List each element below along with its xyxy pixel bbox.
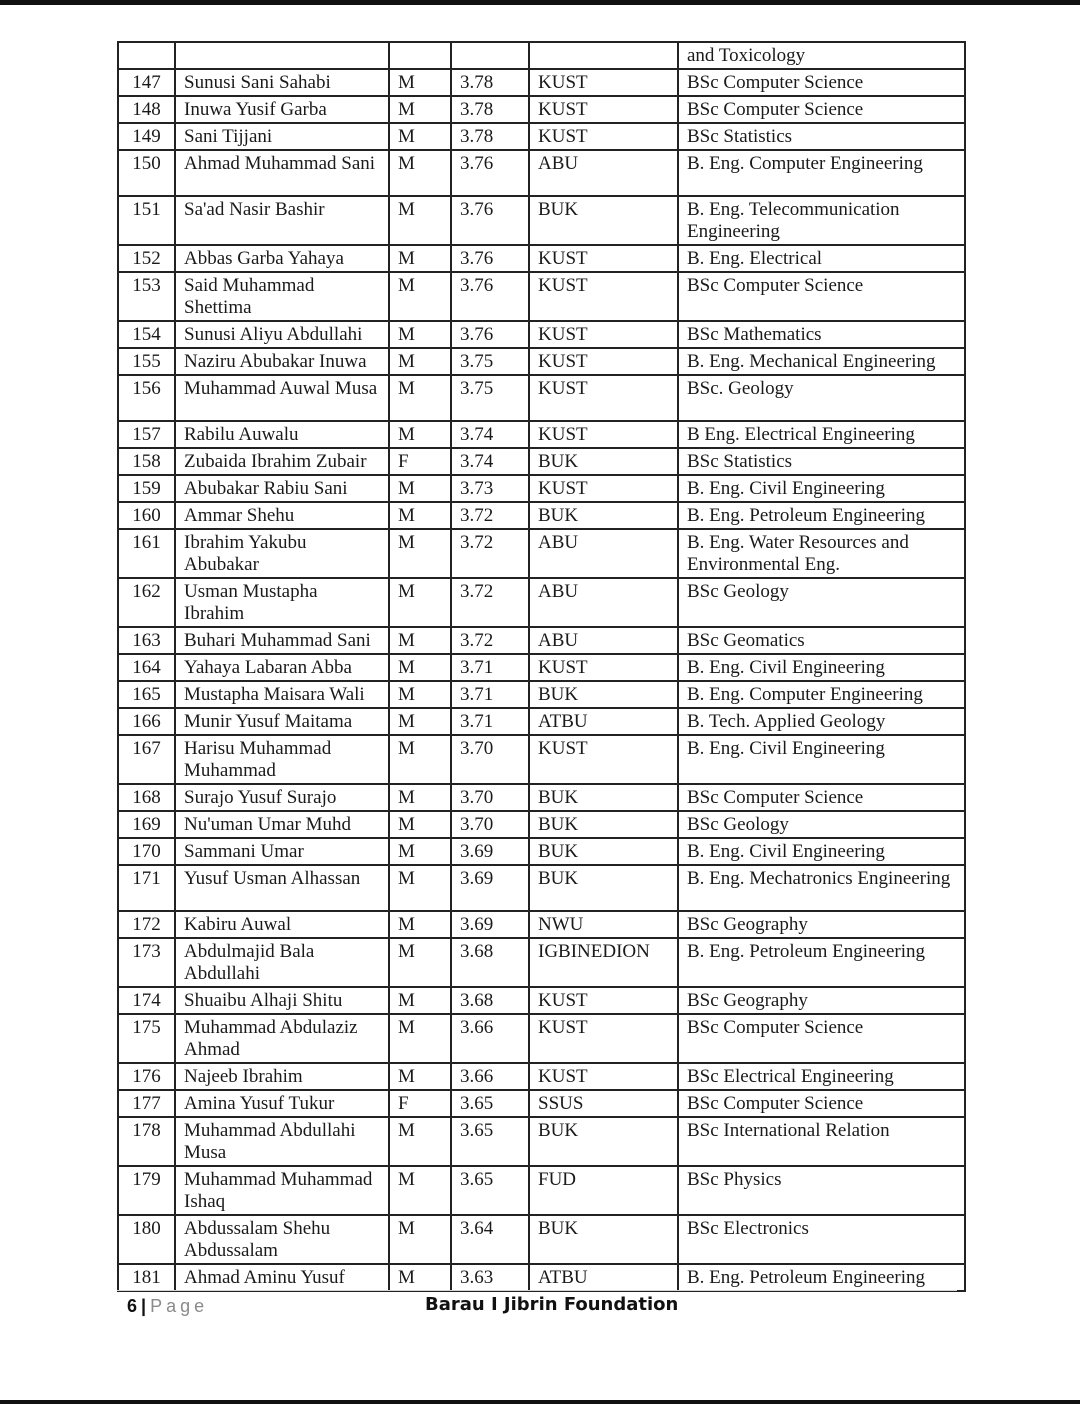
- organization-name: Barau I Jibrin Foundation: [425, 1294, 679, 1315]
- cell-cgpa: 3.76: [451, 150, 529, 196]
- cell-number: 157: [118, 421, 175, 448]
- cell-name: Abubakar Rabiu Sani: [175, 475, 389, 502]
- cell-cgpa: [451, 42, 529, 69]
- cell-name: Sani Tijjani: [175, 123, 389, 150]
- table-row: [118, 911, 965, 938]
- cell-name: Amina Yusuf Tukur: [175, 1090, 389, 1117]
- cell-cgpa: 3.65: [451, 1166, 529, 1215]
- cell-course: B. Eng. Petroleum Engineering: [678, 502, 965, 529]
- cell-sex: F: [389, 1090, 451, 1117]
- cell-sex: M: [389, 838, 451, 865]
- cell-sex: M: [389, 1117, 451, 1166]
- cell-cgpa: 3.72: [451, 578, 529, 627]
- page-label: [127, 1294, 208, 1318]
- cell-number: 152: [118, 245, 175, 272]
- cell-number: 167: [118, 735, 175, 784]
- cell-course: B. Eng. Petroleum Engineering: [678, 1264, 965, 1291]
- cell-sex: M: [389, 784, 451, 811]
- cell-name: Said Muhammad Shettima: [175, 272, 389, 321]
- cell-sex: M: [389, 475, 451, 502]
- cell-number: 151: [118, 196, 175, 245]
- table-row: [118, 150, 965, 196]
- table-row: [118, 1090, 965, 1117]
- cell-institution: BUK: [529, 502, 678, 529]
- cell-institution: BUK: [529, 1215, 678, 1264]
- cell-name: Harisu Muhammad Muhammad: [175, 735, 389, 784]
- cell-institution: BUK: [529, 448, 678, 475]
- cell-sex: M: [389, 529, 451, 578]
- cell-number: 153: [118, 272, 175, 321]
- table-row: [118, 784, 965, 811]
- bottom-edge-rule: [0, 1400, 1080, 1404]
- cell-number: 148: [118, 96, 175, 123]
- cell-institution: [529, 42, 678, 69]
- cell-institution: KUST: [529, 475, 678, 502]
- cell-institution: BUK: [529, 838, 678, 865]
- cell-course: BSc Statistics: [678, 448, 965, 475]
- cell-institution: KUST: [529, 375, 678, 421]
- cell-institution: IGBINEDION: [529, 938, 678, 987]
- cell-cgpa: 3.71: [451, 654, 529, 681]
- cell-cgpa: 3.73: [451, 475, 529, 502]
- cell-institution: KUST: [529, 987, 678, 1014]
- top-edge-rule: [0, 0, 1080, 5]
- table-row-continued: [118, 42, 965, 69]
- cell-sex: M: [389, 987, 451, 1014]
- table-row: [118, 272, 965, 321]
- cell-cgpa: 3.69: [451, 911, 529, 938]
- cell-sex: M: [389, 1166, 451, 1215]
- cell-number: 180: [118, 1215, 175, 1264]
- cell-number: 156: [118, 375, 175, 421]
- cell-sex: M: [389, 654, 451, 681]
- cell-course: BSc Geology: [678, 578, 965, 627]
- cell-course: BSc Physics: [678, 1166, 965, 1215]
- cell-cgpa: 3.72: [451, 529, 529, 578]
- cell-sex: M: [389, 196, 451, 245]
- cell-institution: NWU: [529, 911, 678, 938]
- table-row: [118, 1014, 965, 1063]
- cell-number: 149: [118, 123, 175, 150]
- cell-institution: KUST: [529, 421, 678, 448]
- cell-sex: M: [389, 321, 451, 348]
- table-row: [118, 811, 965, 838]
- cell-cgpa: 3.78: [451, 123, 529, 150]
- cell-course: B. Eng. Mechanical Engineering: [678, 348, 965, 375]
- cell-institution: BUK: [529, 811, 678, 838]
- cell-institution: KUST: [529, 245, 678, 272]
- cell-course: BSc Computer Science: [678, 784, 965, 811]
- table-row: [118, 375, 965, 421]
- cell-sex: M: [389, 938, 451, 987]
- cell-sex: M: [389, 421, 451, 448]
- cell-cgpa: 3.76: [451, 196, 529, 245]
- cell-sex: [389, 42, 451, 69]
- table-row: [118, 987, 965, 1014]
- cell-sex: M: [389, 911, 451, 938]
- cell-course: BSc Electrical Engineering: [678, 1063, 965, 1090]
- table-row: [118, 1264, 965, 1291]
- cell-sex: M: [389, 1014, 451, 1063]
- cell-cgpa: 3.63: [451, 1264, 529, 1291]
- cell-sex: M: [389, 123, 451, 150]
- cell-institution: FUD: [529, 1166, 678, 1215]
- cell-institution: BUK: [529, 784, 678, 811]
- cell-course: B. Eng. Civil Engineering: [678, 838, 965, 865]
- cell-sex: M: [389, 245, 451, 272]
- cell-number: 170: [118, 838, 175, 865]
- cell-cgpa: 3.78: [451, 69, 529, 96]
- cell-institution: KUST: [529, 96, 678, 123]
- table-row: [118, 735, 965, 784]
- cell-sex: M: [389, 348, 451, 375]
- cell-course: BSc Geomatics: [678, 627, 965, 654]
- cell-name: Naziru Abubakar Inuwa: [175, 348, 389, 375]
- cell-name: Munir Yusuf Maitama: [175, 708, 389, 735]
- page-separator: |: [141, 1296, 147, 1316]
- cell-course: BSc Mathematics: [678, 321, 965, 348]
- cell-number: 162: [118, 578, 175, 627]
- table-row: [118, 348, 965, 375]
- table-row: [118, 96, 965, 123]
- table-body: [118, 42, 965, 1291]
- cell-sex: M: [389, 735, 451, 784]
- cell-name: Sammani Umar: [175, 838, 389, 865]
- cell-sex: M: [389, 865, 451, 911]
- cell-cgpa: 3.74: [451, 448, 529, 475]
- table-row: [118, 69, 965, 96]
- table-row: [118, 245, 965, 272]
- table-row: [118, 529, 965, 578]
- cell-course: BSc. Geology: [678, 375, 965, 421]
- cell-name: Sunusi Aliyu Abdullahi: [175, 321, 389, 348]
- cell-cgpa: 3.64: [451, 1215, 529, 1264]
- cell-name: Muhammad Muhammad Ishaq: [175, 1166, 389, 1215]
- cell-name: Najeeb Ibrahim: [175, 1063, 389, 1090]
- table-row: [118, 421, 965, 448]
- cell-course: B. Eng. Computer Engineering: [678, 681, 965, 708]
- cell-name: Yahaya Labaran Abba: [175, 654, 389, 681]
- cell-number: 163: [118, 627, 175, 654]
- scholarship-table: [117, 41, 966, 1292]
- cell-name: Abbas Garba Yahaya: [175, 245, 389, 272]
- table-row: [118, 627, 965, 654]
- cell-sex: M: [389, 375, 451, 421]
- cell-institution: KUST: [529, 123, 678, 150]
- cell-number: 158: [118, 448, 175, 475]
- cell-course: B Eng. Electrical Engineering: [678, 421, 965, 448]
- cell-sex: M: [389, 150, 451, 196]
- table-row: [118, 654, 965, 681]
- cell-number: 160: [118, 502, 175, 529]
- table-row: [118, 1117, 965, 1166]
- cell-institution: BUK: [529, 865, 678, 911]
- cell-course: B. Eng. Civil Engineering: [678, 654, 965, 681]
- cell-course: B. Eng. Telecommunication Engineering: [678, 196, 965, 245]
- cell-institution: ATBU: [529, 1264, 678, 1291]
- table-row: [118, 578, 965, 627]
- cell-name: Muhammad Abdullahi Musa: [175, 1117, 389, 1166]
- cell-course: BSc Computer Science: [678, 272, 965, 321]
- cell-name: Abdussalam Shehu Abdussalam: [175, 1215, 389, 1264]
- cell-institution: BUK: [529, 681, 678, 708]
- cell-course: BSc Computer Science: [678, 96, 965, 123]
- cell-name: Yusuf Usman Alhassan: [175, 865, 389, 911]
- cell-number: 147: [118, 69, 175, 96]
- cell-course: BSc Computer Science: [678, 69, 965, 96]
- cell-sex: M: [389, 1063, 451, 1090]
- cell-name: Nu'uman Umar Muhd: [175, 811, 389, 838]
- cell-number: 175: [118, 1014, 175, 1063]
- table-row: [118, 1166, 965, 1215]
- cell-name: Ibrahim Yakubu Abubakar: [175, 529, 389, 578]
- cell-cgpa: 3.70: [451, 735, 529, 784]
- cell-cgpa: 3.69: [451, 838, 529, 865]
- cell-cgpa: 3.72: [451, 502, 529, 529]
- cell-sex: F: [389, 448, 451, 475]
- cell-cgpa: 3.78: [451, 96, 529, 123]
- cell-institution: BUK: [529, 1117, 678, 1166]
- cell-course: BSc Computer Science: [678, 1014, 965, 1063]
- table-row: [118, 838, 965, 865]
- cell-cgpa: 3.76: [451, 245, 529, 272]
- cell-institution: KUST: [529, 321, 678, 348]
- cell-institution: SSUS: [529, 1090, 678, 1117]
- table-row: [118, 123, 965, 150]
- page-word: Page: [150, 1296, 209, 1316]
- cell-sex: M: [389, 272, 451, 321]
- cell-cgpa: 3.76: [451, 321, 529, 348]
- cell-number: 154: [118, 321, 175, 348]
- table-row: [118, 448, 965, 475]
- cell-name: Ammar Shehu: [175, 502, 389, 529]
- cell-name: Mustapha Maisara Wali: [175, 681, 389, 708]
- cell-course: B. Eng. Mechatronics Engineering: [678, 865, 965, 911]
- cell-course: and Toxicology: [678, 42, 965, 69]
- cell-number: 155: [118, 348, 175, 375]
- cell-sex: M: [389, 69, 451, 96]
- cell-number: 177: [118, 1090, 175, 1117]
- cell-institution: ABU: [529, 578, 678, 627]
- cell-institution: KUST: [529, 69, 678, 96]
- cell-institution: KUST: [529, 735, 678, 784]
- cell-sex: M: [389, 1264, 451, 1291]
- cell-number: 165: [118, 681, 175, 708]
- cell-cgpa: 3.75: [451, 348, 529, 375]
- footer-divider: [117, 1290, 957, 1291]
- page-number: 6: [127, 1296, 138, 1316]
- cell-cgpa: 3.66: [451, 1063, 529, 1090]
- table-row: [118, 1215, 965, 1264]
- cell-sex: M: [389, 708, 451, 735]
- cell-course: BSc Geography: [678, 987, 965, 1014]
- cell-cgpa: 3.68: [451, 938, 529, 987]
- cell-name: Surajo Yusuf Surajo: [175, 784, 389, 811]
- cell-institution: ABU: [529, 627, 678, 654]
- cell-name: Muhammad Auwal Musa: [175, 375, 389, 421]
- cell-cgpa: 3.68: [451, 987, 529, 1014]
- cell-course: B. Eng. Electrical: [678, 245, 965, 272]
- cell-cgpa: 3.71: [451, 708, 529, 735]
- cell-course: BSc Electronics: [678, 1215, 965, 1264]
- cell-number: [118, 42, 175, 69]
- cell-number: 174: [118, 987, 175, 1014]
- cell-name: Sunusi Sani Sahabi: [175, 69, 389, 96]
- cell-course: BSc Geology: [678, 811, 965, 838]
- cell-institution: KUST: [529, 1063, 678, 1090]
- cell-course: B. Eng. Civil Engineering: [678, 475, 965, 502]
- cell-name: Kabiru Auwal: [175, 911, 389, 938]
- cell-cgpa: 3.71: [451, 681, 529, 708]
- cell-number: 172: [118, 911, 175, 938]
- cell-institution: KUST: [529, 348, 678, 375]
- cell-sex: M: [389, 96, 451, 123]
- cell-sex: M: [389, 681, 451, 708]
- cell-name: Usman Mustapha Ibrahim: [175, 578, 389, 627]
- cell-name: Rabilu Auwalu: [175, 421, 389, 448]
- cell-number: 168: [118, 784, 175, 811]
- cell-course: B. Eng. Computer Engineering: [678, 150, 965, 196]
- cell-cgpa: 3.75: [451, 375, 529, 421]
- cell-institution: BUK: [529, 196, 678, 245]
- cell-course: BSc Statistics: [678, 123, 965, 150]
- table-row: [118, 196, 965, 245]
- cell-name: Ahmad Muhammad Sani: [175, 150, 389, 196]
- cell-course: BSc Computer Science: [678, 1090, 965, 1117]
- cell-sex: M: [389, 502, 451, 529]
- cell-course: BSc Geography: [678, 911, 965, 938]
- cell-course: B. Eng. Petroleum Engineering: [678, 938, 965, 987]
- cell-institution: KUST: [529, 654, 678, 681]
- cell-name: Buhari Muhammad Sani: [175, 627, 389, 654]
- cell-number: 173: [118, 938, 175, 987]
- cell-name: Abdulmajid Bala Abdullahi: [175, 938, 389, 987]
- cell-sex: M: [389, 627, 451, 654]
- cell-institution: ABU: [529, 150, 678, 196]
- table-row: [118, 475, 965, 502]
- cell-institution: ABU: [529, 529, 678, 578]
- cell-cgpa: 3.72: [451, 627, 529, 654]
- cell-course: B. Eng. Water Resources and Environmental Eng.: [678, 529, 965, 578]
- cell-cgpa: 3.74: [451, 421, 529, 448]
- cell-cgpa: 3.70: [451, 811, 529, 838]
- table-row: [118, 865, 965, 911]
- cell-sex: M: [389, 578, 451, 627]
- cell-name: Zubaida Ibrahim Zubair: [175, 448, 389, 475]
- cell-number: 159: [118, 475, 175, 502]
- cell-course: B. Tech. Applied Geology: [678, 708, 965, 735]
- cell-course: BSc International Relation: [678, 1117, 965, 1166]
- table-row: [118, 1063, 965, 1090]
- cell-sex: M: [389, 1215, 451, 1264]
- table-row: [118, 321, 965, 348]
- cell-name: Inuwa Yusif Garba: [175, 96, 389, 123]
- table-row: [118, 708, 965, 735]
- cell-number: 164: [118, 654, 175, 681]
- cell-cgpa: 3.65: [451, 1090, 529, 1117]
- table-row: [118, 502, 965, 529]
- cell-institution: KUST: [529, 272, 678, 321]
- cell-number: 176: [118, 1063, 175, 1090]
- cell-number: 150: [118, 150, 175, 196]
- cell-cgpa: 3.65: [451, 1117, 529, 1166]
- cell-institution: ATBU: [529, 708, 678, 735]
- cell-name: Shuaibu Alhaji Shitu: [175, 987, 389, 1014]
- cell-cgpa: 3.76: [451, 272, 529, 321]
- table-row: [118, 681, 965, 708]
- cell-name: [175, 42, 389, 69]
- cell-cgpa: 3.69: [451, 865, 529, 911]
- cell-cgpa: 3.66: [451, 1014, 529, 1063]
- cell-number: 171: [118, 865, 175, 911]
- cell-number: 161: [118, 529, 175, 578]
- cell-course: B. Eng. Civil Engineering: [678, 735, 965, 784]
- cell-name: Ahmad Aminu Yusuf: [175, 1264, 389, 1291]
- cell-number: 181: [118, 1264, 175, 1291]
- cell-number: 179: [118, 1166, 175, 1215]
- cell-number: 166: [118, 708, 175, 735]
- cell-number: 169: [118, 811, 175, 838]
- cell-name: Sa'ad Nasir Bashir: [175, 196, 389, 245]
- cell-institution: KUST: [529, 1014, 678, 1063]
- cell-number: 178: [118, 1117, 175, 1166]
- cell-sex: M: [389, 811, 451, 838]
- table-row: [118, 938, 965, 987]
- cell-name: Muhammad Abdulaziz Ahmad: [175, 1014, 389, 1063]
- cell-cgpa: 3.70: [451, 784, 529, 811]
